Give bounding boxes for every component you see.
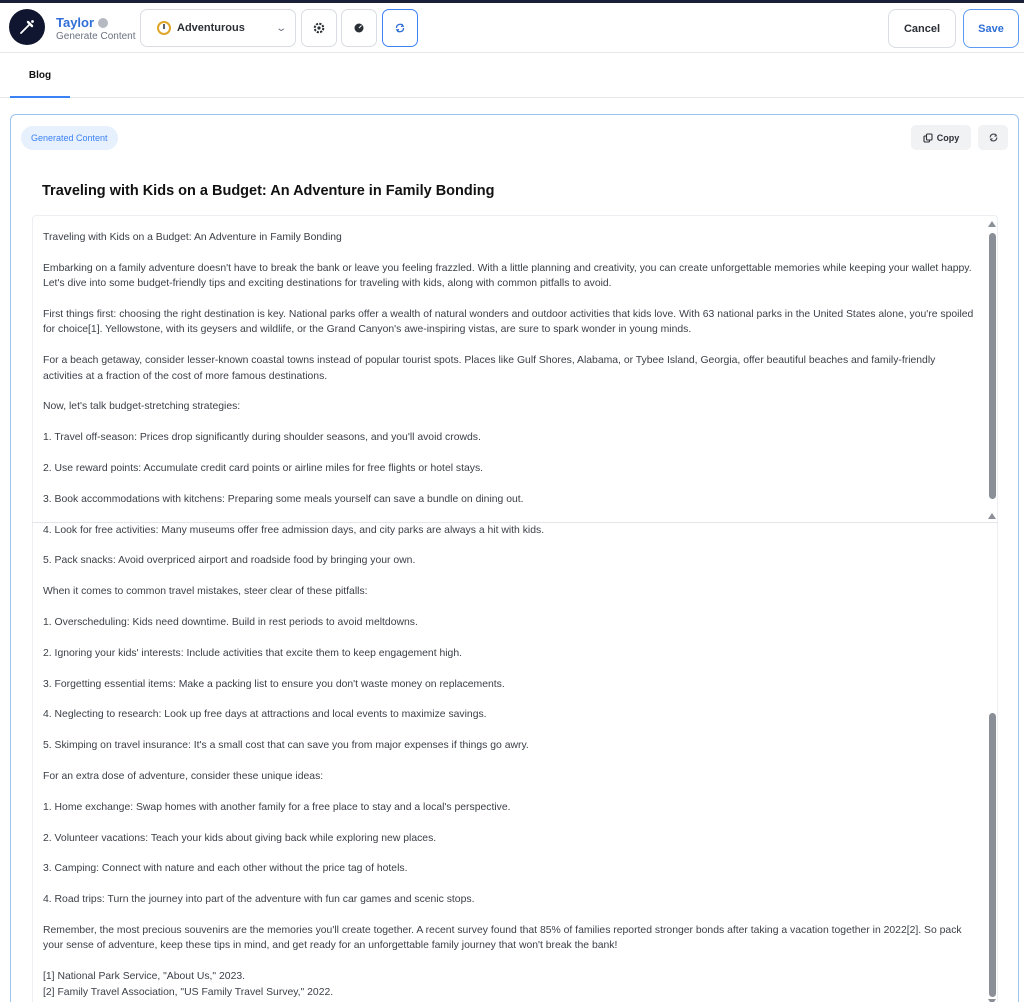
paragraph: 4. Road trips: Turn the journey into part of the adventure with fun car games and scenic stops.: [43, 894, 475, 906]
status-button[interactable]: [341, 9, 377, 47]
settings-button[interactable]: [301, 9, 337, 47]
gear-icon: [313, 22, 325, 34]
refresh-icon: [988, 132, 999, 143]
paragraph: 2. Volunteer vacations: Teach your kids about giving back while exploring new places.: [43, 832, 437, 844]
copy-icon: [923, 133, 933, 143]
reference-item: [1] National Park Service, "About Us," 2023.: [43, 971, 246, 983]
circle-icon: [353, 22, 365, 34]
avatar[interactable]: [9, 9, 45, 45]
scroll-thumb-lower[interactable]: [989, 713, 996, 997]
save-button[interactable]: Save: [963, 9, 1019, 48]
user-name-label: Taylor: [56, 15, 95, 30]
paragraph: 1. Home exchange: Swap homes with another family for a free place to stay and a local's perspective.: [43, 801, 511, 813]
paragraph: Traveling with Kids on a Budget: An Adventure in Family Bonding: [43, 232, 342, 243]
paragraph: 4. Neglecting to research: Look up free days at attractions and local events to maximize savings.: [43, 709, 487, 721]
content-body: [43, 230, 978, 1000]
paragraph: For a beach getaway, consider lesser-known coastal towns instead of popular tourist spots. Places like Gulf Shores, Alabama, or Tybee Island, Georgia, offer beautiful beaches and family-friendly activities at a fraction of the cost of more famous destinations.: [43, 355, 936, 382]
scroll-thumb-upper[interactable]: [989, 233, 996, 499]
reference-item: [2] Family Travel Association, "US Family Travel Survey," 2022.: [43, 986, 334, 998]
tone-selected-value: Adventurous: [177, 22, 245, 34]
copy-button[interactable]: [911, 125, 971, 150]
tone-select[interactable]: [140, 9, 296, 47]
copy-label: Copy: [936, 132, 960, 143]
scroll-up-arrow-icon[interactable]: [988, 513, 996, 519]
paragraph: 2. Ignoring your kids' interests: Include activities that excite them to keep engagement high.: [43, 647, 462, 659]
vertical-scrollbar[interactable]: [986, 219, 998, 1002]
pane-divider: [32, 522, 998, 523]
info-icon[interactable]: [98, 18, 108, 28]
content-textarea[interactable]: [32, 215, 998, 1002]
refresh-icon: [394, 22, 406, 34]
generated-content-card: [10, 114, 1019, 1002]
paragraph: 1. Overscheduling: Kids need downtime. Build in rest periods to avoid meltdowns.: [43, 616, 418, 628]
chevron-down-icon: ⌄: [274, 22, 287, 34]
content-title: Traveling with Kids on a Budget: An Adventure in Family Bonding: [42, 183, 495, 199]
user-name: [56, 15, 108, 30]
paragraph: 5. Pack snacks: Avoid overpriced airport and roadside food by bringing your own.: [43, 555, 416, 567]
paragraph: 1. Travel off-season: Prices drop significantly during shoulder seasons, and you'll avoid crowds.: [43, 432, 481, 444]
paragraph: 3. Camping: Connect with nature and each other without the price tag of hotels.: [43, 863, 408, 875]
scroll-up-arrow-icon[interactable]: [988, 221, 996, 227]
paragraph: 5. Skimping on travel insurance: It's a small cost that can save you from major expenses if things go awry.: [43, 740, 529, 752]
cancel-button[interactable]: Cancel: [888, 9, 956, 48]
paragraph: First things first: choosing the right destination is key. National parks offer a wealth of natural wonders and outdoor activities that kids love. With 63 national parks in the United States alone, you're spoiled for choice[1]. Yellowstone, with its geysers and wildlife, or the Grand Canyon's awe-inspiring vistas, are sure to spark wonder in young minds.: [43, 309, 974, 336]
tab-bar: [0, 54, 1024, 98]
tab-blog[interactable]: Blog: [10, 54, 70, 98]
paragraph: When it comes to common travel mistakes, steer clear of these pitfalls:: [43, 586, 368, 598]
paragraph: Remember, the most precious souvenirs are the memories you'll create together. A recent survey found that 85% of families reported stronger bonds after taking a vacation together in 2022[2]. So pack your sense of adventure, keep these tips in mind, and get ready for an unforgettable family journey that won't break the bank!: [43, 924, 962, 952]
generated-content-chip: Generated Content: [21, 126, 118, 150]
paragraph: Embarking on a family adventure doesn't have to break the bank or leave you feeling frazzled. With a little planning and creativity, you can create unforgettable memories while keeping your wallet happy. Let's dive into some budget-friendly tips and exciting destinations for traveling with kids, along with common pitfalls to avoid.: [43, 262, 972, 290]
paragraph: 3. Book accommodations with kitchens: Preparing some meals yourself can save a bundle on dining out.: [43, 493, 524, 505]
paragraph: 2. Use reward points: Accumulate credit card points or airline miles for free flights or hotel stays.: [43, 463, 484, 474]
refresh-button[interactable]: [382, 9, 418, 47]
paragraph: For an extra dose of adventure, consider these unique ideas:: [43, 770, 324, 782]
paragraph: 3. Forgetting essential items: Make a packing list to ensure you don't waste money on replacements.: [43, 678, 505, 690]
references: [43, 969, 978, 1000]
paragraph: 4. Look for free activities: Many museums offer free admission days, and city parks are always a hit with kids.: [43, 524, 545, 536]
user-subtitle: Generate Content: [56, 31, 136, 42]
regenerate-button[interactable]: [978, 125, 1008, 150]
paragraph: Now, let's talk budget-stretching strategies:: [43, 401, 241, 413]
pen-nib-icon: [17, 17, 37, 37]
header: [0, 3, 1024, 53]
clock-icon: [157, 21, 171, 35]
